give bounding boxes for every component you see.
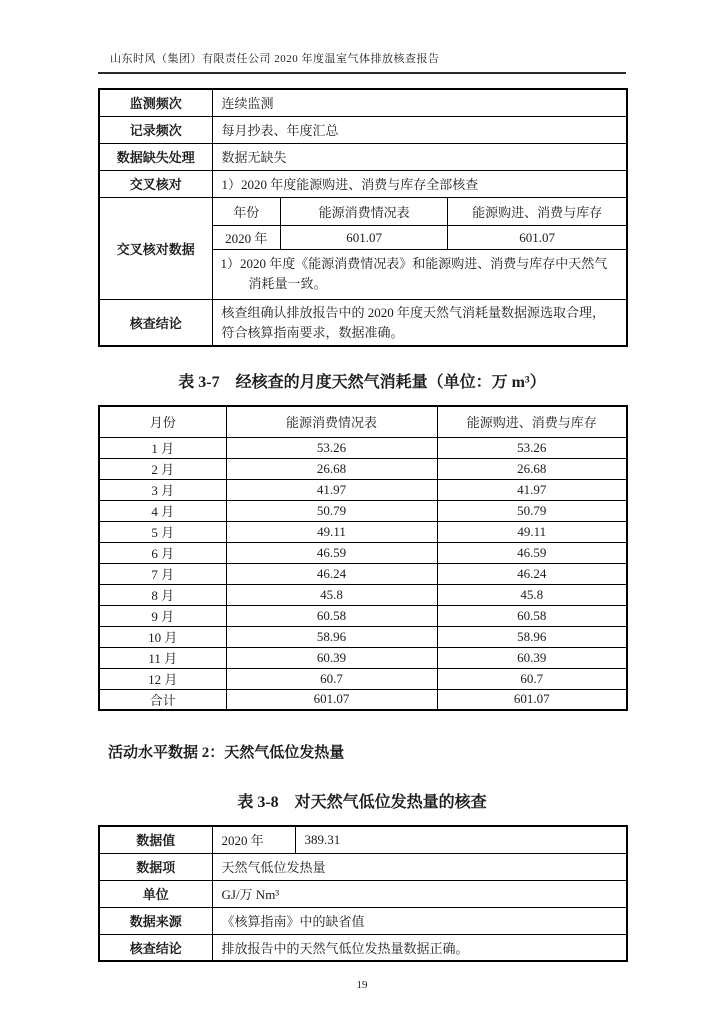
table-row <box>99 542 627 563</box>
value-cell: 601.07 <box>281 226 448 250</box>
month-cell: 8 月 <box>99 584 226 605</box>
value-cell: 60.39 <box>437 647 627 668</box>
row-label: 核查结论 <box>99 934 212 961</box>
table-3-7-title: 表 3-7 经核查的月度天然气消耗量（单位：万 m³） <box>178 374 546 391</box>
row-label: 核查结论 <box>99 300 212 347</box>
row-value: 核查组确认排放报告中的 2020 年度天然气消耗量数据源选取合理，符合核算指南要求，数据准确。 <box>212 300 627 347</box>
table-row <box>99 143 627 170</box>
cross-check-header-row <box>213 198 627 226</box>
value-cell: 60.7 <box>226 668 437 689</box>
column-header: 能源购进、消费与库存 <box>437 406 627 437</box>
monitoring-table <box>98 88 628 347</box>
table-row <box>99 170 627 197</box>
year-cell: 2020 年 <box>213 226 281 250</box>
cross-check-table <box>213 198 627 300</box>
table-row <box>99 563 627 584</box>
month-cell: 1 月 <box>99 437 226 458</box>
value-cell: 53.26 <box>437 437 627 458</box>
value-cell: 53.26 <box>226 437 437 458</box>
month-cell: 6 月 <box>99 542 226 563</box>
column-header: 能源消费情况表 <box>226 406 437 437</box>
table-3-8 <box>98 825 628 962</box>
document-page <box>98 0 626 991</box>
column-header: 月份 <box>99 406 226 437</box>
row-value: GJ/万 Nm³ <box>212 880 627 907</box>
row-label: 数据来源 <box>99 907 212 934</box>
table-row <box>99 479 627 500</box>
table-3-8-title: 表 3-8 对天然气低位发热量的核查 <box>237 794 487 811</box>
table-row <box>99 458 627 479</box>
value-cell: 60.58 <box>437 605 627 626</box>
value-cell: 45.8 <box>226 584 437 605</box>
table-row <box>99 907 627 934</box>
value-cell: 45.8 <box>437 584 627 605</box>
table-row-conclusion <box>99 300 627 347</box>
row-label: 交叉核对数据 <box>99 197 212 300</box>
table-row <box>99 647 627 668</box>
row-value: 每月抄表、年度汇总 <box>212 116 627 143</box>
section-heading-activity-data: 活动水平数据 2：天然气低位发热量 <box>108 745 345 761</box>
month-cell: 10 月 <box>99 626 226 647</box>
value-cell: 50.79 <box>437 500 627 521</box>
table-row <box>99 826 627 853</box>
total-value: 601.07 <box>437 689 627 710</box>
value-cell: 49.11 <box>437 521 627 542</box>
month-cell: 5 月 <box>99 521 226 542</box>
table-row <box>99 934 627 961</box>
row-label: 监测频次 <box>99 89 212 116</box>
value-cell: 41.97 <box>226 479 437 500</box>
table-row <box>99 853 627 880</box>
value-cell: 58.96 <box>226 626 437 647</box>
value-cell: 49.11 <box>226 521 437 542</box>
row-value: 连续监测 <box>212 89 627 116</box>
table-row <box>99 584 627 605</box>
cross-check-note-row <box>213 250 627 300</box>
column-header: 年份 <box>213 198 281 226</box>
header-title: 山东时风（集团）有限责任公司 2020 年度温室气体排放核查报告 <box>110 53 440 65</box>
table-row <box>99 880 627 907</box>
row-value: 1）2020 年度能源购进、消费与库存全部核查 <box>212 170 627 197</box>
table-row <box>99 500 627 521</box>
month-cell: 4 月 <box>99 500 226 521</box>
value-cell: 60.7 <box>437 668 627 689</box>
row-value: 数据无缺失 <box>212 143 627 170</box>
month-cell: 2 月 <box>99 458 226 479</box>
row-label: 数据缺失处理 <box>99 143 212 170</box>
row-label: 数据项 <box>99 853 212 880</box>
table-row-cross-check <box>99 197 627 300</box>
month-cell: 9 月 <box>99 605 226 626</box>
row-label: 单位 <box>99 880 212 907</box>
value-cell: 46.24 <box>437 563 627 584</box>
month-cell: 12 月 <box>99 668 226 689</box>
row-label: 交叉核对 <box>99 170 212 197</box>
table-header-row <box>99 406 627 437</box>
year-cell: 2020 年 <box>212 826 295 853</box>
value-cell: 26.68 <box>226 458 437 479</box>
column-header: 能源消费情况表 <box>281 198 448 226</box>
table-row <box>99 437 627 458</box>
page-header <box>98 50 626 74</box>
value-cell: 46.24 <box>226 563 437 584</box>
total-label: 合计 <box>99 689 226 710</box>
value-cell: 46.59 <box>437 542 627 563</box>
row-value: 排放报告中的天然气低位发热量数据正确。 <box>212 934 627 961</box>
page-number: 19 <box>356 979 368 991</box>
month-cell: 3 月 <box>99 479 226 500</box>
value-cell: 60.58 <box>226 605 437 626</box>
total-value: 601.07 <box>226 689 437 710</box>
column-header: 能源购进、消费与库存 <box>448 198 626 226</box>
value-cell: 58.96 <box>437 626 627 647</box>
table-row <box>99 116 627 143</box>
value-cell: 50.79 <box>226 500 437 521</box>
table-row <box>99 605 627 626</box>
table-row <box>99 626 627 647</box>
cross-check-data-row <box>213 226 627 250</box>
value-cell: 601.07 <box>448 226 626 250</box>
table-row <box>99 668 627 689</box>
value-cell: 26.68 <box>437 458 627 479</box>
value-cell: 41.97 <box>437 479 627 500</box>
row-value: 《核算指南》中的缺省值 <box>212 907 627 934</box>
row-label: 数据值 <box>99 826 212 853</box>
month-cell: 7 月 <box>99 563 226 584</box>
table-row <box>99 521 627 542</box>
row-label: 记录频次 <box>99 116 212 143</box>
cross-check-note: 1）2020 年度《能源消费情况表》和能源购进、消费与库存中天然气消耗量一致。 <box>213 250 627 300</box>
value-cell: 60.39 <box>226 647 437 668</box>
table-row <box>99 89 627 116</box>
value-cell: 389.31 <box>295 826 627 853</box>
cross-check-cell <box>212 197 627 300</box>
table-3-7 <box>98 405 628 711</box>
value-cell: 46.59 <box>226 542 437 563</box>
month-cell: 11 月 <box>99 647 226 668</box>
row-value: 天然气低位发热量 <box>212 853 627 880</box>
table-row-total <box>99 689 627 710</box>
